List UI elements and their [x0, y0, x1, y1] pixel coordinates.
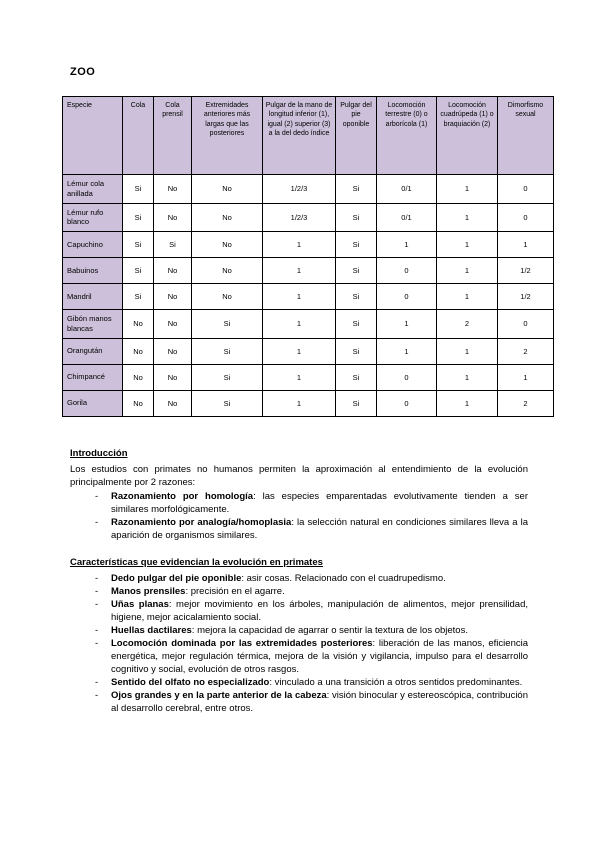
- species-cell: Lémur cola anillada: [63, 175, 123, 204]
- table-row: [63, 258, 554, 284]
- bullet-text: [111, 624, 528, 637]
- data-cell: Si: [336, 390, 377, 416]
- species-cell: Gibón manos blancas: [63, 310, 123, 339]
- bullet-text: [111, 490, 528, 516]
- data-cell: No: [123, 338, 154, 364]
- bullet-item: [70, 637, 528, 676]
- data-cell: 1: [437, 232, 498, 258]
- column-header: Locomoción terrestre (0) o arborícola (1): [377, 97, 437, 175]
- bullet-term: Huellas dactilares: [111, 624, 192, 636]
- species-cell: Babuinos: [63, 258, 123, 284]
- data-cell: 0: [498, 310, 554, 339]
- table-row: [63, 390, 554, 416]
- data-cell: No: [154, 364, 192, 390]
- bullet-description: : la selección natural en condiciones similares lleva a la aparición de organismos similares.: [111, 516, 528, 541]
- data-cell: No: [154, 338, 192, 364]
- data-cell: 1/2: [498, 284, 554, 310]
- table-row: [63, 284, 554, 310]
- bullet-description: : precisión en el agarre.: [185, 585, 285, 597]
- data-cell: Si: [336, 284, 377, 310]
- column-header: Dimorfismo sexual: [498, 97, 554, 175]
- data-cell: No: [154, 310, 192, 339]
- bullet-term: Dedo pulgar del pie oponible: [111, 572, 242, 584]
- data-cell: 2: [498, 338, 554, 364]
- bullet-item: [70, 585, 528, 598]
- features-heading: Características que evidencian la evolución en primates: [70, 556, 323, 568]
- page-title: ZOO: [70, 66, 96, 78]
- table-header: [63, 97, 554, 175]
- data-cell: 1/2: [498, 258, 554, 284]
- bullet-term: Uñas planas: [111, 598, 169, 610]
- bullet-description: : liberación de las manos, eficiencia energética, mejor regulación térmica, mejora de la visión y vigilancia, impulso para el desarrollo cognitivo y social, evolución de otros rasgos.: [111, 637, 528, 675]
- bullet-text: [111, 598, 528, 624]
- bullet-item: [70, 624, 528, 637]
- bullet-item: [70, 598, 528, 624]
- bullet-item: [70, 490, 528, 516]
- intro-bullet-list: [70, 490, 528, 542]
- data-cell: No: [154, 284, 192, 310]
- table-row: [63, 203, 554, 232]
- column-header: Locomoción cuadrúpeda (1) o braquiación (2): [437, 97, 498, 175]
- species-cell: Chimpancé: [63, 364, 123, 390]
- data-cell: 1: [263, 310, 336, 339]
- data-cell: Si: [192, 338, 263, 364]
- data-cell: 2: [437, 310, 498, 339]
- bullet-term: Locomoción dominada por las extremidades posteriores: [111, 637, 373, 649]
- data-cell: Si: [123, 175, 154, 204]
- data-cell: 1: [377, 310, 437, 339]
- species-cell: Orangután: [63, 338, 123, 364]
- bullet-description: : mejora la capacidad de agarrar o sentir la textura de los objetos.: [191, 624, 468, 636]
- data-cell: 1: [437, 390, 498, 416]
- data-cell: 1: [498, 364, 554, 390]
- data-cell: 1/2/3: [263, 203, 336, 232]
- data-cell: Si: [192, 390, 263, 416]
- data-cell: No: [192, 232, 263, 258]
- bullet-dash: -: [95, 585, 99, 597]
- bullet-dash: -: [95, 637, 99, 649]
- data-cell: Si: [123, 232, 154, 258]
- data-cell: 1: [377, 338, 437, 364]
- bullet-description: : las especies emparentadas evolutivamente tienden a ser similares morfológicamente.: [111, 490, 528, 515]
- data-cell: No: [123, 364, 154, 390]
- bullet-term: Ojos grandes y en la parte anterior de la cabeza: [111, 689, 327, 701]
- data-cell: 1: [437, 364, 498, 390]
- data-cell: 1: [263, 284, 336, 310]
- bullet-term: Sentido del olfato no especializado: [111, 676, 270, 688]
- data-cell: No: [154, 390, 192, 416]
- data-cell: 0/1: [377, 175, 437, 204]
- bullet-text: [111, 676, 528, 689]
- data-cell: Si: [192, 310, 263, 339]
- data-cell: 1: [498, 232, 554, 258]
- species-cell: Lémur rufo blanco: [63, 203, 123, 232]
- bullet-term: Manos prensiles: [111, 585, 186, 597]
- table-row: [63, 175, 554, 204]
- data-cell: No: [192, 284, 263, 310]
- bullet-text: [111, 689, 528, 715]
- data-cell: 1: [437, 203, 498, 232]
- bullet-item: [70, 689, 528, 715]
- bullet-text: [111, 516, 528, 542]
- intro-heading: Introducción: [70, 447, 128, 459]
- bullet-description: : mejor movimiento en los árboles, manipulación de alimentos, mejor prensilidad, higiene, mejor acicalamiento social.: [111, 598, 528, 623]
- data-cell: Si: [336, 175, 377, 204]
- bullet-text: [111, 572, 528, 585]
- data-cell: 1/2/3: [263, 175, 336, 204]
- bullet-dash: -: [95, 490, 99, 502]
- bullet-text: [111, 637, 528, 676]
- features-bullet-list: [70, 572, 528, 715]
- data-cell: 0: [377, 284, 437, 310]
- bullet-term: Razonamiento por analogía/homoplasia: [111, 516, 292, 528]
- data-cell: Si: [123, 284, 154, 310]
- table-row: [63, 310, 554, 339]
- data-cell: 1: [263, 390, 336, 416]
- data-cell: 0: [377, 390, 437, 416]
- intro-paragraph: Los estudios con primates no humanos permiten la aproximación al entendimiento de la evolución principalmente por 2 razones:: [70, 463, 528, 488]
- bullet-item: [70, 516, 528, 542]
- data-cell: 1: [437, 284, 498, 310]
- table-header-row: [63, 97, 554, 175]
- bullet-term: Razonamiento por homología: [111, 490, 254, 502]
- species-cell: Gorila: [63, 390, 123, 416]
- bullet-dash: -: [95, 572, 99, 584]
- data-cell: 0/1: [377, 203, 437, 232]
- document-body: [70, 447, 528, 715]
- bullet-description: : asir cosas. Relacionado con el cuadrupedismo.: [241, 572, 446, 584]
- data-cell: No: [123, 390, 154, 416]
- data-cell: No: [123, 310, 154, 339]
- data-cell: 1: [377, 232, 437, 258]
- species-cell: Mandril: [63, 284, 123, 310]
- data-cell: 0: [377, 258, 437, 284]
- bullet-dash: -: [95, 598, 99, 610]
- data-cell: No: [154, 175, 192, 204]
- data-cell: No: [192, 175, 263, 204]
- bullet-dash: -: [95, 516, 99, 528]
- data-cell: Si: [192, 364, 263, 390]
- data-cell: 0: [377, 364, 437, 390]
- table-row: [63, 232, 554, 258]
- species-cell: Capuchino: [63, 232, 123, 258]
- data-cell: Si: [336, 310, 377, 339]
- data-cell: Si: [336, 258, 377, 284]
- column-header: Pulgar del pie oponible: [336, 97, 377, 175]
- bullet-dash: -: [95, 676, 99, 688]
- data-cell: 0: [498, 203, 554, 232]
- data-cell: No: [154, 258, 192, 284]
- data-cell: Si: [336, 338, 377, 364]
- data-cell: Si: [123, 258, 154, 284]
- data-cell: Si: [336, 232, 377, 258]
- bullet-description: : vinculado a una transición a otros sentidos predominantes.: [269, 676, 523, 688]
- data-cell: 1: [263, 258, 336, 284]
- primates-table: [62, 96, 554, 417]
- data-cell: 1: [437, 258, 498, 284]
- data-cell: Si: [154, 232, 192, 258]
- data-cell: 1: [437, 338, 498, 364]
- column-header: Cola: [123, 97, 154, 175]
- data-cell: Si: [336, 203, 377, 232]
- bullet-item: [70, 572, 528, 585]
- column-header: Pulgar de la mano de longitud inferior (1), igual (2) superior (3) a la del dedo índice: [263, 97, 336, 175]
- table-row: [63, 338, 554, 364]
- bullet-dash: -: [95, 689, 99, 701]
- bullet-item: [70, 676, 528, 689]
- column-header: Especie: [63, 97, 123, 175]
- data-cell: No: [192, 203, 263, 232]
- bullet-text: [111, 585, 528, 598]
- data-cell: 1: [263, 232, 336, 258]
- data-cell: Si: [336, 364, 377, 390]
- data-cell: No: [192, 258, 263, 284]
- bullet-dash: -: [95, 624, 99, 636]
- data-cell: 1: [263, 364, 336, 390]
- data-cell: Si: [123, 203, 154, 232]
- column-header: Cola prensil: [154, 97, 192, 175]
- column-header: Extremidades anteriores más largas que las posteriores: [192, 97, 263, 175]
- bullet-description: : visión binocular y estereoscópica, contribución al desarrollo cerebral, entre otros.: [111, 689, 528, 714]
- data-cell: 1: [263, 338, 336, 364]
- table-body: [63, 175, 554, 417]
- data-cell: 2: [498, 390, 554, 416]
- data-cell: 0: [498, 175, 554, 204]
- data-cell: No: [154, 203, 192, 232]
- table-row: [63, 364, 554, 390]
- data-cell: 1: [437, 175, 498, 204]
